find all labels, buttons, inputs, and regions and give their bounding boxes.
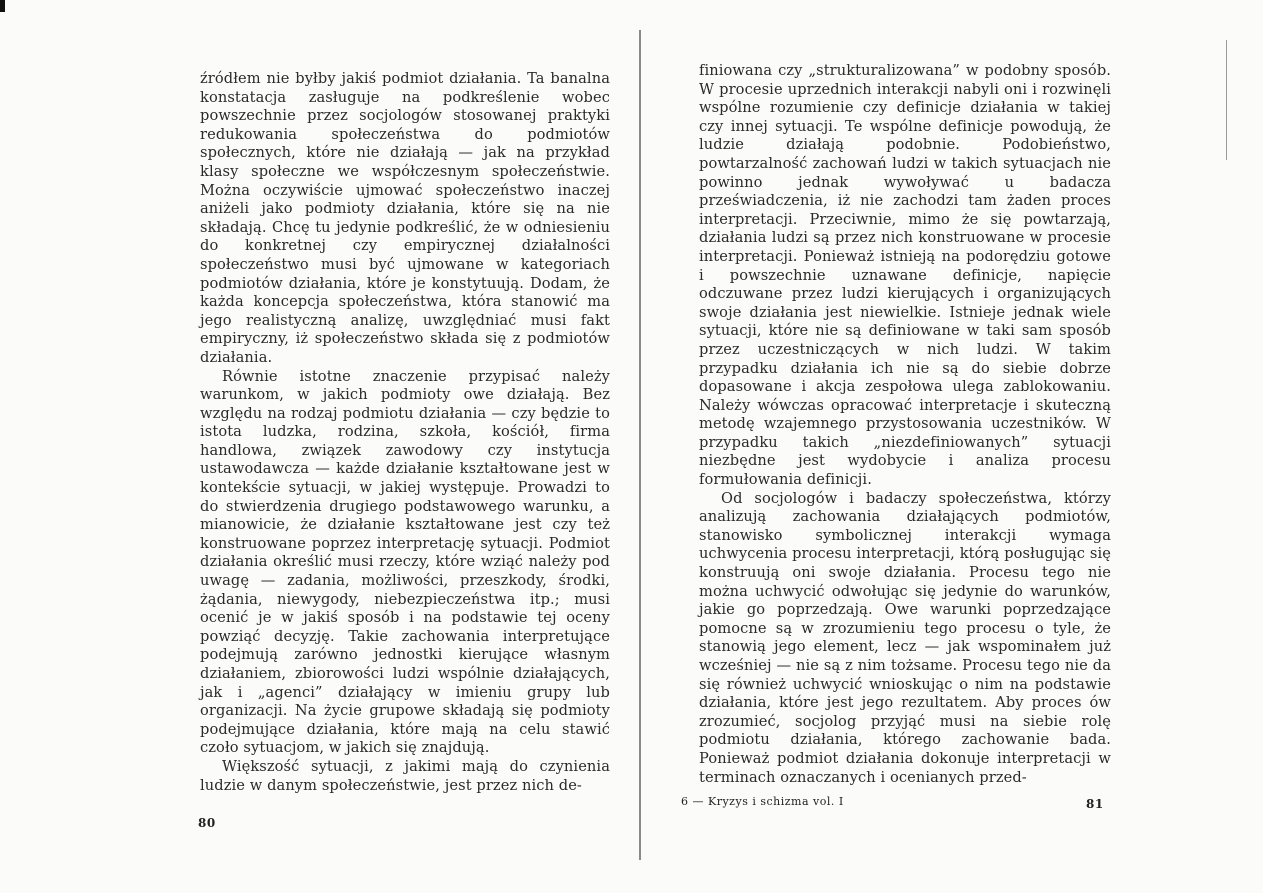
- right-page-number: 81: [1086, 797, 1104, 811]
- right-paragraph-1: finiowana czy „strukturalizowana” w podobny sposób. W procesie uprzednich interakcji nabyli oni i rozwinęli wspólne rozumienie czy definicje działania w takiej czy innej sytuacji. Te wspólne definicje powodują, że ludzie działają podobnie. Podobieństwo, powtarzalność zachowań ludzi w takich sytuacjach nie powinno jednak wywoływać u badacza przeświadczenia, iż nie zachodzi tam żaden proces interpretacji. Przeciwnie, mimo że się powtarzają, działania ludzi są przez nich konstruowane w procesie interpretacji. Ponieważ istnieją na podorędziu gotowe i powszechnie uznawane definicje, napięcie odczuwane przez ludzi kierujących i organizujących swoje działania jest niewielkie. Istnieje jednak wiele sytuacji, które nie są definiowane w taki sam sposób przez uczestniczących w nich ludzi. W takim przypadku działania ich nie są do siebie dobrze dopasowane i akcja zespołowa ulega zablokowaniu. Należy wówczas opracować interpretacje i skuteczną metodę wzajemnego przystosowania uczestników. W przypadku takich „niezdefiniowanych” sytuacji niezbędne jest wydobycie i analiza procesu formułowania definicji.: [699, 62, 1111, 489]
- left-paragraph-2: Równie istotne znaczenie przypisać należy warunkom, w jakich podmioty owe działają. Bez względu na rodzaj podmiotu działania — czy będzie to istota ludzka, rodzina, szkoła, kościół, firma handlowa, związek zawodowy czy instytucja ustawodawcza — każde działanie kształtowane jest w kontekście sytuacji, w jakiej występuje. Prowadzi to do stwierdzenia drugiego podstawowego warunku, a mianowicie, że działanie kształtowane jest czy też konstruowane poprzez interpretację sytuacji. Podmiot działania określić musi rzeczy, które wziąć należy pod uwagę — zadania, możliwości, przeszkody, środki, żądania, niewygody, niebezpieczeństwa itp.; musi ocenić je w jakiś sposób i na podstawie tej oceny powziąć decyzję. Takie zachowania interpretujące podejmują zarówno jednostki kierujące własnym działaniem, zbiorowości ludzi wspólnie działających, jak i „agenci” działający w imieniu grupy lub organizacji. Na życie grupowe składają się podmioty podejmujące działania, które mają na celu stawić czoło sytuacjom, w jakich się znajdują.: [200, 367, 610, 757]
- left-page-number: 80: [198, 816, 216, 830]
- right-page: [641, 0, 1263, 893]
- right-paragraph-2: Od socjologów i badaczy społeczeństwa, którzy analizują zachowania działających podmiotów, stanowisko symbolicznej interakcji wymaga uchwycenia procesu interpretacji, którą posługując się konstruują oni swoje działania. Procesu tego nie można uchwycić odwołując się jedynie do warunków, jakie go poprzedzają. Owe warunki poprzedzające pomocne są w zrozumieniu tego procesu o tyle, że stanowią jego element, lecz — jak wspominałem już wcześniej — nie są z nim tożsame. Procesu tego nie da się również uchwycić wnioskując o nim na podstawie działania, które jest jego rezultatem. Aby proces ów zrozumieć, socjolog przyjąć musi na siebie rolę podmiotu działania, którego zachowanie bada. Ponieważ podmiot działania dokonuje interpretacji w terminach oznaczanych i ocenianych przed-: [699, 489, 1111, 786]
- right-page-footnote: 6 — Kryzys i schizma vol. I: [681, 795, 844, 808]
- scan-right-edge-line: [1226, 40, 1227, 160]
- right-page-text: [699, 62, 1111, 787]
- left-paragraph-3: Większość sytuacji, z jakimi mają do czynienia ludzie w danym społeczeństwie, jest przez nich de-: [200, 757, 610, 794]
- left-page-text: [200, 70, 610, 795]
- left-paragraph-1: źródłem nie byłby jakiś podmiot działania. Ta banalna konstatacja zasługuje na podkreślenie wobec powszechnie przez socjologów stosowanej praktyki redukowania społeczeństwa do podmiotów społecznych, które nie działają — jak na przykład klasy społeczne we współczesnym społeczeństwie. Można oczywiście ujmować społeczeństwo inaczej aniżeli jako podmioty działania, które się na nie składają. Chcę tu jedynie podkreślić, że w odniesieniu do konkretnej czy empirycznej działalności społeczeństwo musi być ujmowane w kategoriach podmiotów działania, które je konstytuują. Dodam, że każda koncepcja społeczeństwa, która stanowić ma jego realistyczną analizę, uwzględniać musi fakt empiryczny, iż społeczeństwo składa się z podmiotów działania.: [200, 70, 610, 366]
